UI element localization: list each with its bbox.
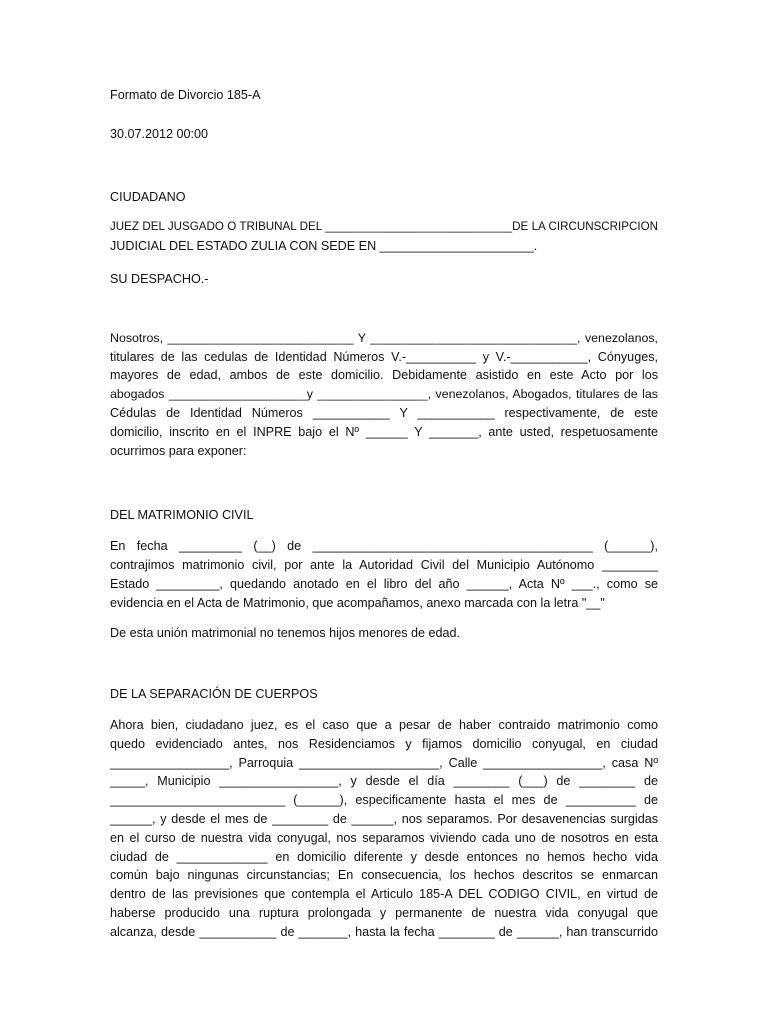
- paragraph-line: mayores de edad, ambos de este domicilio. Debidamente asistido en este Acto por los: [110, 368, 658, 383]
- section-heading-matrimonio: DEL MATRIMONIO CIVIL: [110, 508, 254, 523]
- paragraph-line: domicilio, inscrito en el INPRE bajo el Nº ______ Y _______, ante usted, respetuosamente: [110, 424, 658, 439]
- paragraph-line: dentro de las previsiones que contempla el Articulo 185-A DEL CODIGO CIVIL, en virtud de: [110, 887, 658, 902]
- intro-paragraph: [110, 329, 658, 461]
- separacion-paragraph: [110, 716, 658, 942]
- matrimonio-paragraph: [110, 537, 658, 612]
- section-heading-separacion: DE LA SEPARACIÓN DE CUERPOS: [110, 687, 318, 702]
- document-page: [110, 86, 658, 942]
- paragraph-line: alcanza, desde ___________ de _______, hasta la fecha ________ de ______, han transcurrido: [110, 924, 658, 939]
- paragraph-line: Estado _________, quedando anotado en el libro del año ______, Acta Nº ___., como se: [110, 576, 658, 591]
- paragraph-line: _________________, Parroquia ____________________, Calle _________________, casa Nº: [110, 755, 658, 770]
- paragraph-line: Cédulas de Identidad Números ___________ Y ___________ respectivamente, de este: [110, 405, 658, 420]
- paragraph-line: ocurrimos para exponer:: [110, 443, 247, 458]
- no-children-note: De esta unión matrimonial no tenemos hijos menores de edad.: [110, 626, 461, 641]
- paragraph-line: Ahora bien, ciudadano juez, es el caso que a pesar de haber contraido matrimonio como: [110, 717, 658, 732]
- document-date: 30.07.2012 00:00: [110, 126, 209, 141]
- paragraph-line: Nosotros, ___________________________ Y ______________________________, venezolanos,: [110, 330, 658, 345]
- paragraph-line: abogados ____________________y ________________, venezolanos, Abogados, titulares de las: [110, 387, 658, 402]
- paragraph-line: contrajimos matrimonio civil, por ante la Autoridad Civil del Municipio Autónomo ________: [110, 557, 658, 572]
- paragraph-line: ______, y desde el mes de ________ de ______, nos separamos. Por desavenencias surgidas: [110, 811, 658, 826]
- document-title: Formato de Divorcio 185-A: [110, 88, 261, 102]
- paragraph-line: _____, Municipio _________________, y desde el día ________ (___) de ________ de: [110, 774, 658, 789]
- paragraph-line: haberse producido una ruptura prolongada y permanente de nuestra vida conyugal que: [110, 905, 658, 920]
- paragraph-line: quedo evidenciado antes, nos Residenciamos y fijamos domicilio conyugal, en ciudad: [110, 736, 658, 751]
- paragraph-line: titulares de las cedulas de Identidad Números V.-__________ y V.-___________, Cónyuges,: [110, 349, 658, 364]
- paragraph-line: en el curso de nuestra vida conyugal, nos separamos viviendo cada uno de nosotros en esta: [110, 830, 658, 845]
- despacho-line: SU DESPACHO.-: [110, 271, 209, 286]
- salutation: CIUDADANO: [110, 189, 186, 204]
- paragraph-line: común bajo ningunas circunstancias; En consecuencia, los hechos descritos se enmarcan: [110, 868, 658, 883]
- addressee-line: JUDICIAL DEL ESTADO ZULIA CON SEDE EN ______________________.: [110, 239, 538, 254]
- paragraph-line: evidencia en el Acta de Matrimonio, que acompañamos, anexo marcada con la letra "__": [110, 595, 605, 610]
- paragraph-line: ciudad de _____________ en domicilio diferente y desde entonces no hemos hecho vida: [110, 849, 658, 864]
- addressee-line: JUEZ DEL JUSGADO O TRIBUNAL DEL _____________________________DE LA CIRCUNSCRIPCION: [110, 220, 658, 234]
- paragraph-line: _________________________ (______), especificamente hasta el mes de __________ de: [110, 793, 658, 808]
- addressee-block: [110, 218, 658, 256]
- paragraph-line: En fecha _________ (__) de ________________________________________ (______),: [110, 539, 658, 554]
